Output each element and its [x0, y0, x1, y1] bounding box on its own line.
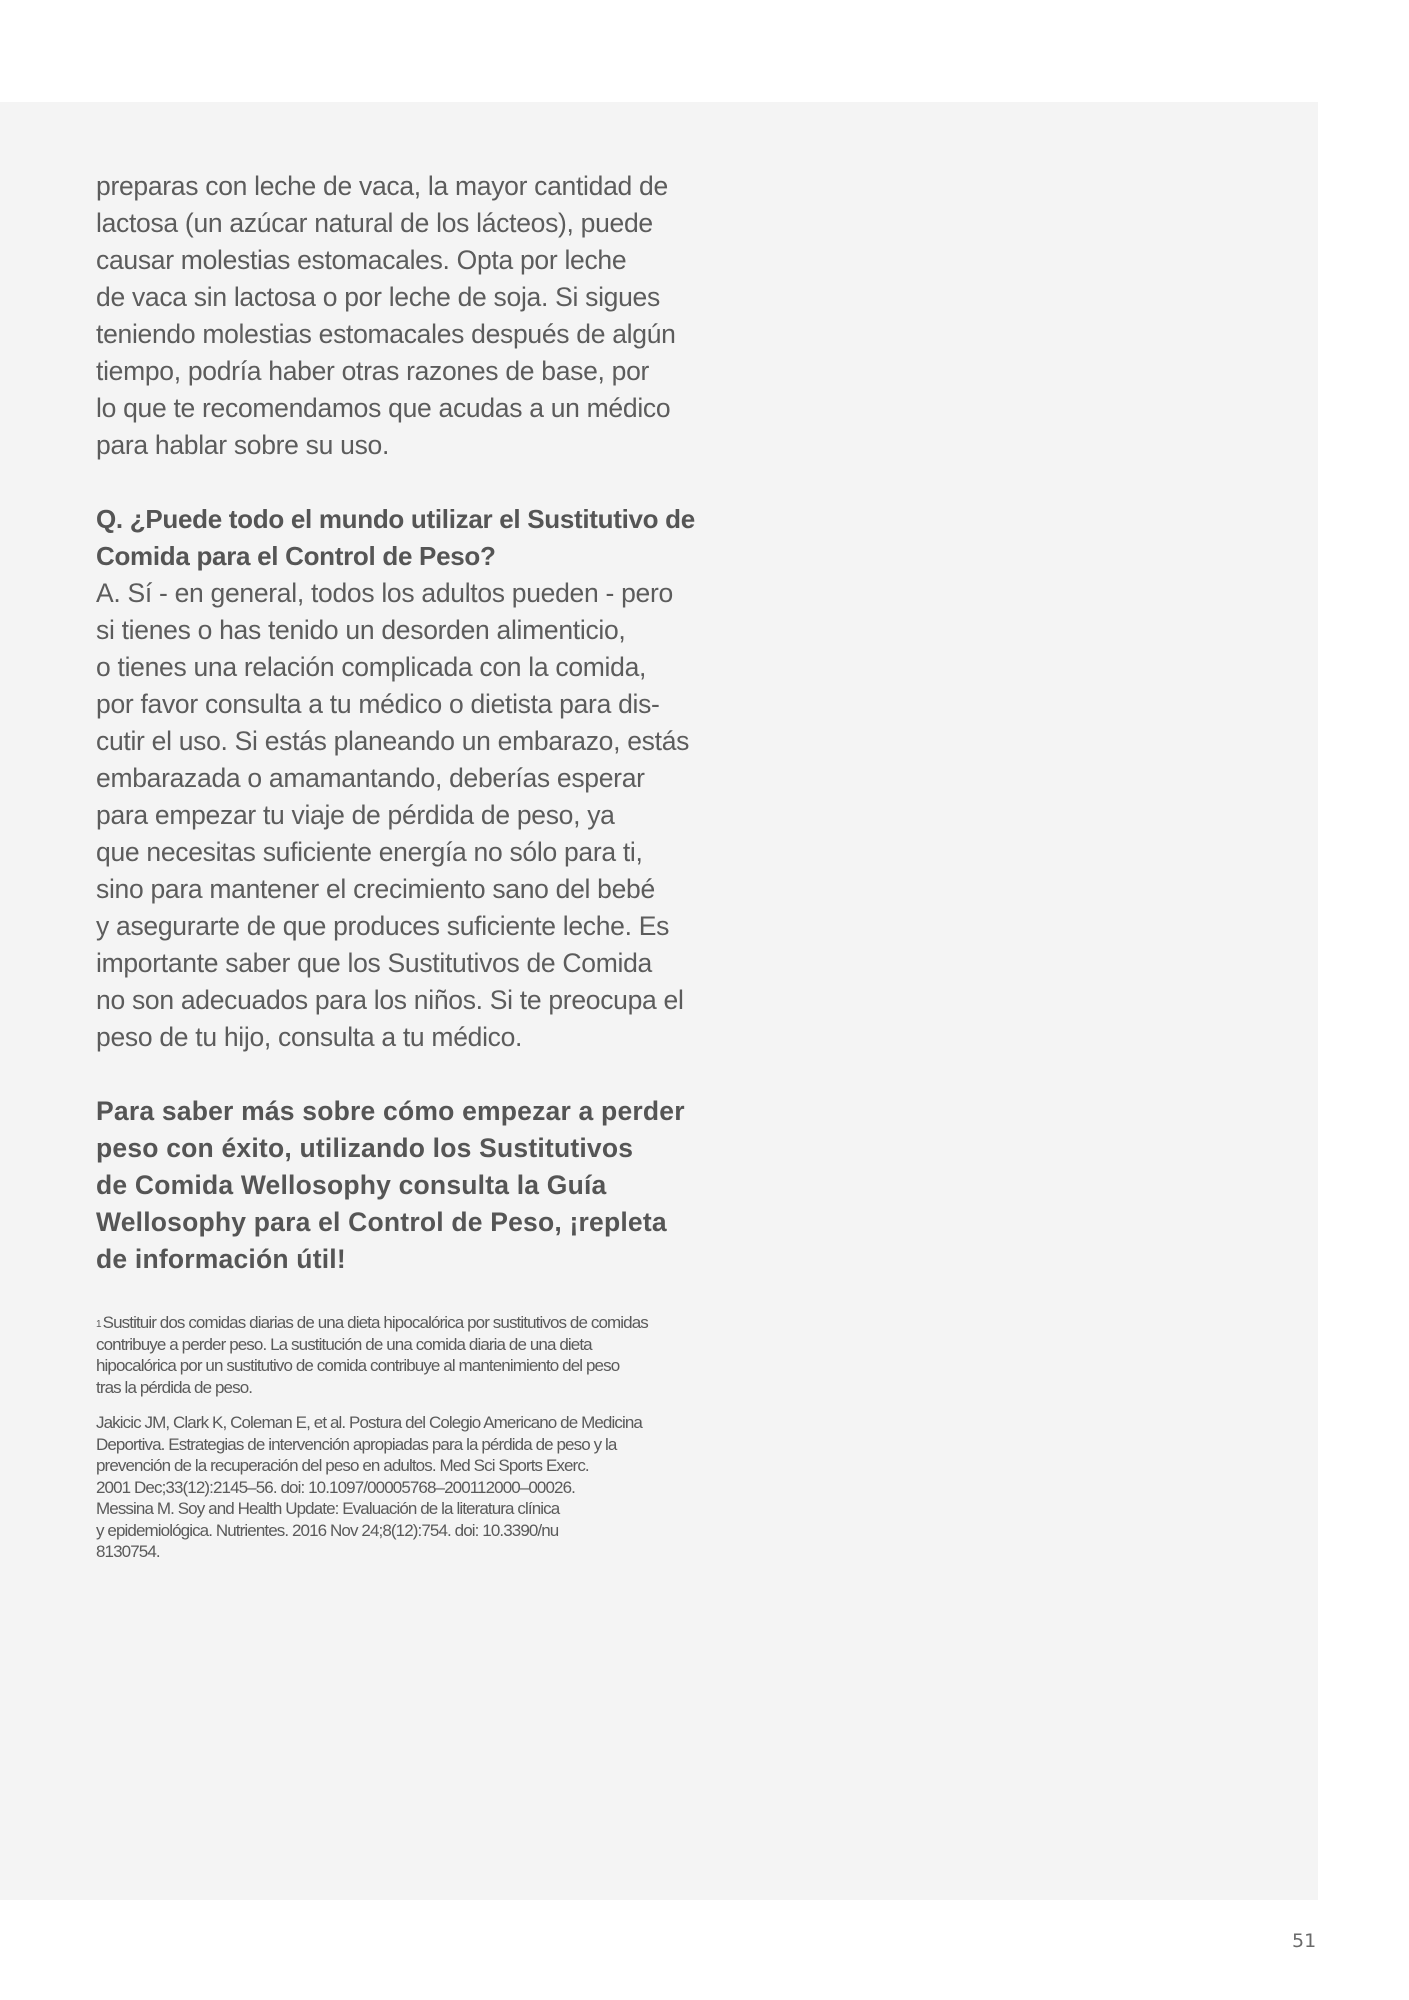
footnote-line: contribuye a perder peso. La sustitución de una comida diaria de una dieta: [96, 1334, 592, 1354]
text-line: para hablar sobre su uso.: [96, 430, 390, 460]
reference-line: Jakicic JM, Clark K, Coleman E, et al. Postura del Colegio Americano de Medicina: [96, 1413, 642, 1432]
page-content: [96, 168, 695, 1563]
text-line: por favor consulta a tu médico o dietista para dis-: [96, 689, 660, 719]
text-line: preparas con leche de vaca, la mayor cantidad de: [96, 171, 668, 201]
text-line: lo que te recomendamos que acudas a un médico: [96, 393, 671, 423]
page-number: 51: [1292, 1930, 1317, 1952]
text-line: para empezar tu viaje de pérdida de peso, ya: [96, 800, 615, 830]
call-to-action: [96, 1093, 685, 1278]
footnote-marker: 1: [96, 1319, 101, 1330]
question-line: Q. ¿Puede todo el mundo utilizar el Sustitutivo de: [96, 504, 695, 534]
footnote: [96, 1312, 676, 1398]
footnote-line: hipocalórica por un sustitutivo de comida contribuye al mantenimiento del peso: [96, 1356, 620, 1375]
references: [96, 1412, 676, 1563]
cta-line: peso con éxito, utilizando los Sustitutivos: [96, 1133, 634, 1163]
text-line: A. Sí - en general, todos los adultos pueden - pero: [96, 578, 673, 608]
text-line: teniendo molestias estomacales después de algún: [96, 319, 676, 349]
text-line: que necesitas suficiente energía no sólo para ti,: [96, 837, 643, 867]
reference-line: 2001 Dec;33(12):2145–56. doi: 10.1097/00005768–200112000–00026.: [96, 1477, 575, 1497]
text-line: si tienes o has tenido un desorden alimenticio,: [96, 615, 626, 645]
intro-paragraph: [96, 168, 676, 464]
text-line: importante saber que los Sustitutivos de Comida: [96, 948, 652, 978]
text-line: de vaca sin lactosa o por leche de soja. Si sigues: [96, 282, 660, 312]
cta-line: Para saber más sobre cómo empezar a perder: [96, 1096, 685, 1126]
text-line: causar molestias estomacales. Opta por leche: [96, 245, 627, 275]
reference-line: Messina M. Soy and Health Update: Evaluación de la literatura clínica: [96, 1499, 560, 1518]
spacer: [96, 464, 676, 501]
faq-answer: [96, 575, 690, 1056]
cta-line: Wellosophy para el Control de Peso, ¡repleta: [96, 1207, 667, 1237]
reference-line: prevención de la recuperación del peso en adultos. Med Sci Sports Exerc.: [96, 1456, 589, 1475]
text-line: sino para mantener el crecimiento sano del bebé: [96, 874, 655, 904]
faq-question: [96, 501, 695, 575]
text-line: y asegurarte de que produces suficiente leche. Es: [96, 911, 670, 941]
text-line: tiempo, podría haber otras razones de base, por: [96, 356, 650, 386]
cta-line: de Comida Wellosophy consulta la Guía: [96, 1170, 607, 1200]
reference-line: 8130754.: [96, 1542, 160, 1561]
footnote-line: tras la pérdida de peso.: [96, 1377, 253, 1397]
text-line: peso de tu hijo, consulta a tu médico.: [96, 1022, 523, 1052]
reference-line: Deportiva. Estrategias de intervención apropiadas para la pérdida de peso y la: [96, 1434, 617, 1454]
text-line: no son adecuados para los niños. Si te preocupa el: [96, 985, 684, 1015]
footnote-line: $^1$ Sustituir dos comidas diarias de una dieta hipocalórica por sustitutivos de comidas: [96, 1313, 648, 1332]
cta-line: de información útil!: [96, 1244, 346, 1274]
text-line: lactosa (un azúcar natural de los lácteos), puede: [96, 208, 653, 238]
text-line: cutir el uso. Si estás planeando un embarazo, estás: [96, 726, 690, 756]
question-line: Comida para el Control de Peso?: [96, 541, 496, 571]
reference-line: y epidemiológica. Nutrientes. 2016 Nov 24;8(12):754. doi: 10.3390/nu: [96, 1520, 559, 1540]
spacer: [96, 1056, 676, 1093]
text-line: o tienes una relación complicada con la comida,: [96, 652, 647, 682]
text-line: embarazada o amamantando, deberías esperar: [96, 763, 645, 793]
